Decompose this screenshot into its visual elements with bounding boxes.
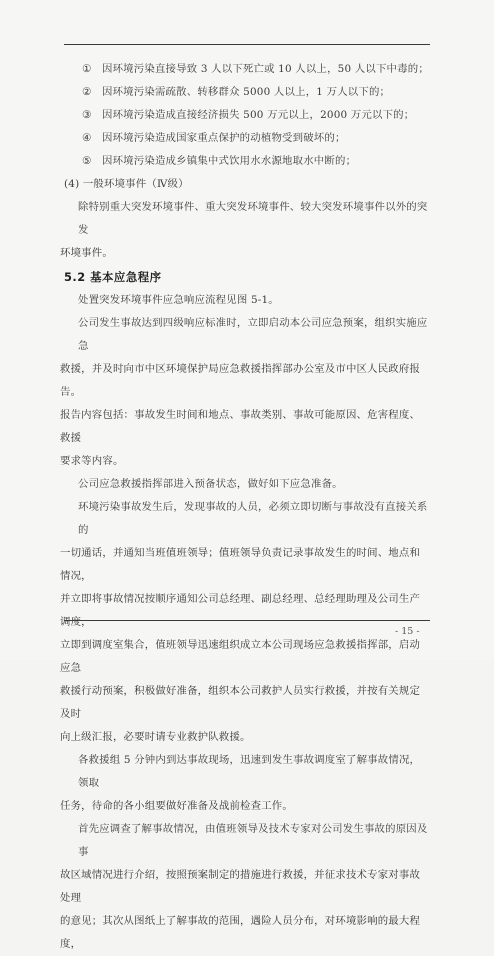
paragraph-line: 报告内容包括：事故发生时间和地点、事故类别、事故可能原因、危害程度、救援: [60, 409, 421, 444]
subsection-title: (4) 一般环境事件（Ⅳ级）: [64, 178, 189, 190]
list-number: ②: [82, 86, 92, 98]
list-number: ①: [82, 63, 92, 75]
paragraph-line: 一切通话，并通知当班值班领导；值班领导负责记录事故发生的时间、地点和情况，: [60, 547, 421, 582]
list-item: [82, 58, 428, 81]
list-text: 因环境污染造成直接经济损失 500 万元以上，2000 万元以下的；: [102, 109, 415, 121]
paragraph-line: 公司应急救援指挥部进入预备状态，做好如下应急准备。: [78, 478, 343, 490]
paragraph-line: 任务，待命的各小组要做好准备及战前检查工作。: [60, 800, 293, 812]
list-text: 因环境污染造成国家重点保护的动植物受到破坏的；: [102, 132, 346, 144]
paragraph-line: 的意见；其次从图纸上了解事故的范围，遇险人员分布，对环境影响的最大程度，: [60, 915, 421, 950]
paragraph-line: 立即到调度室集合，值班领导迅速组织成立本公司现场应急救援指挥部，启动应急: [60, 639, 421, 674]
list-text: 因环境污染直接导致 3 人以下死亡或 10 人以上，50 人以下中毒的；: [102, 63, 429, 75]
paragraph-line: 除特别重大突发环境事件、重大突发环境事件、较大突发环境事件以外的突发: [78, 201, 428, 236]
paragraph-line: 各救援组 5 分钟内到达事故现场，迅速到发生事故调度室了解事故情况，领取: [78, 754, 421, 789]
paragraph-line: 环境事件。: [60, 247, 113, 259]
footer-rule: [64, 620, 430, 621]
list-number: ④: [82, 132, 92, 144]
paragraph-line: 救援，并及时向市中区环境保护局应急救援指挥部办公室及市中区人民政府报告。: [60, 363, 421, 398]
list-item: [82, 81, 428, 104]
list-text: 因环境污染需疏散、转移群众 5000 人以上，1 万人以下的；: [102, 86, 391, 98]
paragraph-line: 公司发生事故达到四级响应标准时，立即启动本公司应急预案，组织实施应急: [78, 317, 428, 352]
list-item: [82, 104, 428, 127]
paragraph-line: 要求等内容。: [60, 455, 124, 467]
paragraph-line: 环境污染事故发生后，发现事故的人员，必须立即切断与事故没有直接关系的: [78, 501, 428, 536]
list-item: [82, 150, 428, 173]
paragraph-line: 故区域情况进行介绍，按照预案制定的措施进行救援，并征求技术专家对事故处理: [60, 869, 421, 904]
list-text: 因环境污染造成乡镇集中式饮用水水源地取水中断的；: [102, 155, 357, 167]
section-heading: 5.2 基本应急程序: [64, 270, 162, 284]
page-content: [60, 58, 429, 956]
list-number: ③: [82, 109, 92, 121]
page-number: - 15 -: [395, 626, 420, 637]
paragraph-line: 并立即将事故情况按顺序通知公司总经理、副总经理、总经理助理及公司生产调度，: [60, 593, 421, 628]
paragraph-line: 向上级汇报，必要时请专业救护队救援。: [60, 731, 251, 743]
paragraph-line: 救援行动预案，积极做好准备，组织本公司救护人员实行救援，并按有关规定及时: [60, 685, 421, 720]
list-item: [82, 127, 428, 150]
list-number: ⑤: [82, 155, 92, 167]
header-rule: [64, 44, 430, 45]
paragraph-line: 处置突发环境事件应急响应流程见图 5-1。: [78, 294, 279, 306]
paragraph-line: 首先应调查了解事故情况，由值班领导及技术专家对公司发生事故的原因及事: [78, 823, 428, 858]
